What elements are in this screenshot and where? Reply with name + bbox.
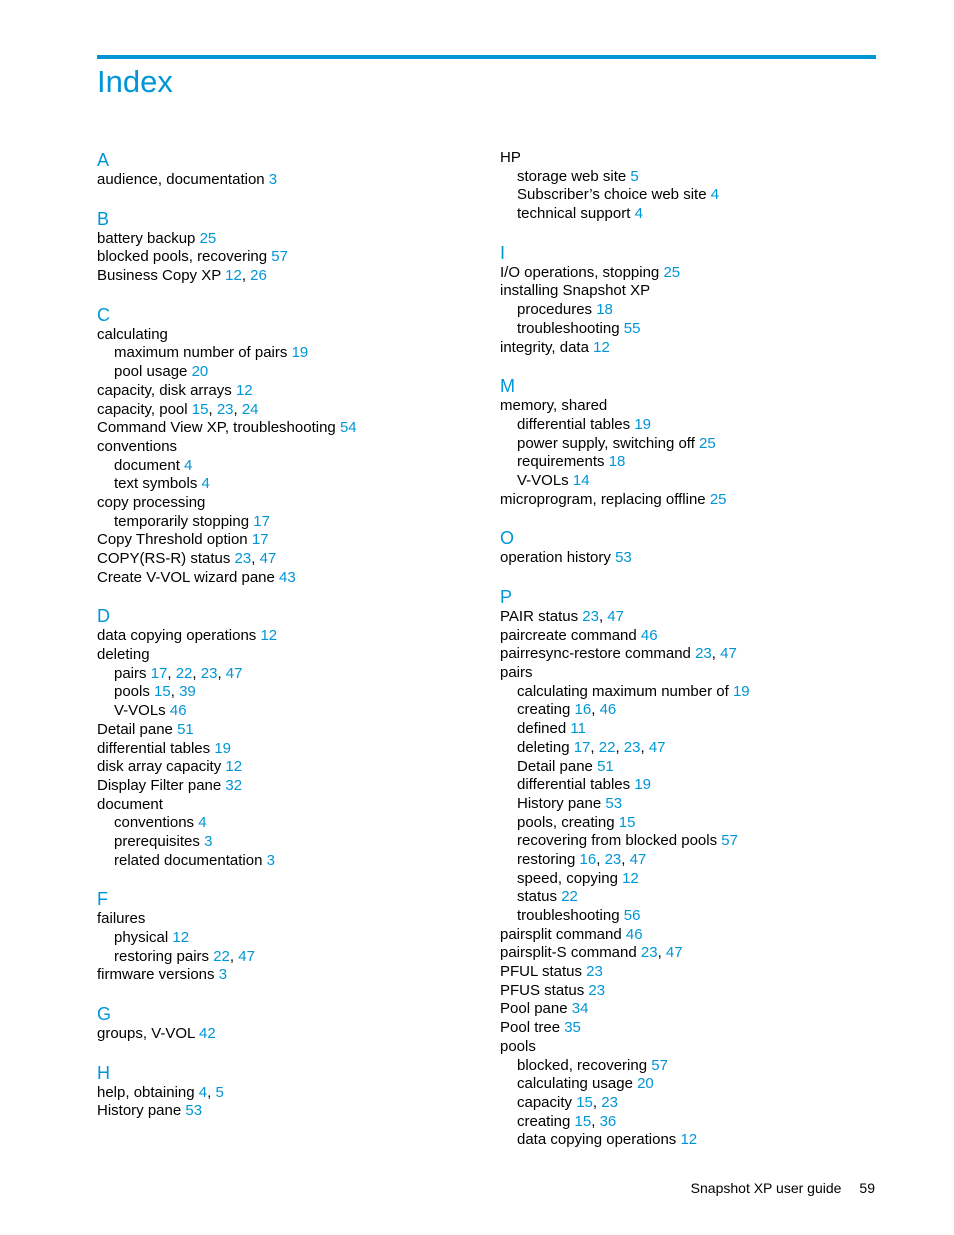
index-subentry — [97, 833, 477, 852]
page-link[interactable]: 46 — [625, 925, 643, 943]
page-link[interactable]: 23 — [601, 1093, 618, 1111]
entry-term: data copying operations — [517, 1131, 677, 1149]
index-entry — [500, 282, 880, 301]
entry-term: creating — [517, 1112, 571, 1130]
entry-term: status — [517, 888, 558, 906]
index-subentry — [500, 870, 880, 889]
page-link[interactable]: 23 — [234, 550, 252, 567]
index-subentry — [500, 320, 880, 339]
entry-term: installing Snapshot XP — [500, 282, 651, 300]
index-subentry — [97, 702, 477, 721]
index-section — [97, 1003, 477, 1044]
index-section — [97, 1062, 477, 1121]
index-section — [500, 375, 880, 509]
page-link[interactable]: 23 — [586, 963, 603, 981]
index-entry — [97, 531, 477, 550]
index-subentry: creating 16, 46 — [517, 701, 617, 719]
index-entry: pairresync-restore command 23, 47 — [500, 645, 737, 663]
entry-term: HP — [500, 149, 521, 166]
page-link[interactable]: 3 — [218, 966, 228, 984]
page-link[interactable]: 16 — [579, 850, 597, 868]
index-subentry — [500, 205, 880, 224]
index-entry — [500, 664, 880, 683]
page-link[interactable]: 19 — [291, 344, 309, 362]
footer-page-number: 59 — [859, 1180, 875, 1196]
index-entry — [97, 494, 477, 513]
page-link[interactable]: 42 — [199, 1025, 216, 1043]
page-link[interactable]: 17 — [573, 738, 591, 756]
entry-term: COPY(RS-R) status — [97, 550, 231, 567]
page-link[interactable]: 12 — [593, 338, 610, 356]
entry-term: storage web site — [517, 167, 627, 185]
entry-term: troubleshooting — [517, 319, 620, 337]
page-footer — [691, 1180, 875, 1196]
page-link[interactable]: 23 — [200, 664, 218, 682]
page-link[interactable]: 17 — [251, 531, 269, 549]
page-link[interactable]: 12 — [225, 758, 243, 776]
page-link[interactable]: 57 — [721, 832, 738, 850]
index-entry — [97, 438, 477, 457]
index-subentry — [500, 1057, 880, 1076]
page-link[interactable]: 15 — [191, 400, 209, 418]
entry-term: blocked, recovering — [517, 1056, 648, 1074]
page-link[interactable]: 23 — [640, 944, 658, 962]
index-section — [500, 149, 880, 224]
page-link[interactable]: 47 — [665, 944, 683, 962]
index-entry — [97, 721, 477, 740]
index-entry — [97, 627, 477, 646]
entry-term: data copying operations — [97, 627, 257, 645]
entry-term: differential tables — [97, 739, 211, 757]
index-subentry — [97, 457, 477, 476]
page-link[interactable]: 36 — [599, 1112, 617, 1130]
page-link[interactable]: 51 — [597, 757, 614, 775]
entry-term: pairs — [114, 664, 147, 682]
index-subentry — [500, 776, 880, 795]
entry-term: blocked pools, recovering — [97, 248, 268, 266]
entry-term: integrity, data — [500, 338, 589, 356]
page-link[interactable]: 4 — [198, 1083, 208, 1101]
page-link[interactable]: 11 — [570, 720, 586, 738]
index-subentry — [500, 168, 880, 187]
section-letter: D — [97, 606, 110, 627]
index-entry — [500, 149, 880, 168]
entry-term: PFUS status — [500, 981, 585, 999]
index-section — [500, 242, 880, 357]
entry-term: I/O operations, stopping — [500, 263, 660, 281]
index-entry — [97, 326, 477, 345]
page-link[interactable]: 19 — [214, 739, 231, 757]
page-link[interactable]: 25 — [663, 263, 681, 281]
page-link[interactable]: 22 — [175, 664, 193, 682]
index-entry: PAIR status 23, 47 — [500, 608, 624, 625]
index-subentry: pools 15, 39 — [114, 683, 196, 701]
page-link[interactable]: 46 — [640, 626, 658, 644]
entry-term: help, obtaining — [97, 1083, 195, 1101]
entry-term: Business Copy XP — [97, 267, 221, 285]
entry-term: prerequisites — [114, 832, 200, 850]
index-entry — [500, 627, 880, 646]
index-subentry — [500, 888, 880, 907]
page-link[interactable]: 15 — [574, 1112, 592, 1130]
page-link[interactable]: 3 — [204, 832, 213, 850]
index-section — [97, 304, 477, 588]
index-entry: Business Copy XP 12, 26 — [97, 267, 267, 285]
page-link[interactable]: 14 — [572, 471, 590, 489]
index-entry — [97, 740, 477, 759]
section-letter: F — [97, 889, 108, 910]
page-link[interactable]: 57 — [271, 248, 288, 266]
index-subentry — [500, 758, 880, 777]
index-subentry: pairs 17, 22, 23, 47 — [114, 664, 243, 682]
page-link[interactable]: 23 — [623, 738, 641, 756]
index-entry — [97, 569, 477, 588]
index-entry — [500, 549, 880, 568]
entry-term: recovering from blocked pools — [517, 832, 718, 850]
index-subentry — [97, 929, 477, 948]
page-link[interactable]: 18 — [608, 453, 626, 471]
entry-term: pools — [500, 1037, 536, 1055]
entry-term: requirements — [517, 453, 605, 471]
index-entry — [97, 966, 477, 985]
entry-term: creating — [517, 701, 571, 719]
entry-term: Pool pane — [500, 1000, 568, 1018]
entry-term: calculating maximum number of — [517, 682, 729, 700]
entry-term: pairsplit-S command — [500, 944, 637, 962]
page-link[interactable]: 4 — [710, 186, 720, 204]
page-link[interactable]: 43 — [279, 568, 296, 586]
page-link[interactable]: 47 — [238, 947, 255, 965]
entry-term: related documentation — [114, 851, 263, 869]
page-link[interactable]: 12 — [622, 869, 639, 887]
page-link[interactable]: 55 — [623, 319, 641, 337]
page-link[interactable]: 39 — [179, 683, 196, 701]
index-entry — [500, 1019, 880, 1038]
entry-term: groups, V-VOL — [97, 1025, 195, 1043]
page-link[interactable]: 12 — [260, 627, 278, 645]
section-letter: M — [500, 376, 515, 397]
entry-term: pairs — [500, 664, 533, 682]
page-link[interactable]: 17 — [253, 512, 270, 530]
section-letter: B — [97, 208, 110, 229]
page-link[interactable]: 53 — [615, 549, 632, 567]
entry-term: deleting — [97, 646, 150, 664]
index-subentry — [97, 363, 477, 382]
entry-term: capacity, disk arrays — [97, 381, 232, 399]
entry-term: physical — [114, 929, 169, 946]
index-subentry — [97, 475, 477, 494]
page-link[interactable]: 25 — [709, 490, 727, 508]
index-entry: COPY(RS-R) status 23, 47 — [97, 550, 277, 567]
index-subentry — [500, 472, 880, 491]
page-link[interactable]: 47 — [225, 664, 243, 682]
page-link[interactable]: 12 — [225, 267, 242, 285]
page-link[interactable]: 23 — [695, 645, 712, 663]
index-entry — [500, 1038, 880, 1057]
page-link[interactable]: 46 — [169, 702, 187, 720]
entry-term: copy processing — [97, 493, 206, 511]
index-subentry — [500, 907, 880, 926]
index-subentry — [97, 814, 477, 833]
page-link[interactable]: 22 — [213, 947, 230, 965]
entry-term: PAIR status — [500, 608, 579, 625]
page-link[interactable]: 19 — [732, 682, 750, 700]
page-link[interactable]: 17 — [150, 664, 168, 682]
section-letter: P — [500, 587, 513, 607]
page-link[interactable]: 23 — [216, 400, 234, 418]
page-link[interactable]: 47 — [629, 850, 647, 868]
index-entry — [500, 963, 880, 982]
entry-term: memory, shared — [500, 397, 608, 415]
index-entry — [500, 397, 880, 416]
index-subentry — [500, 795, 880, 814]
page-link[interactable]: 47 — [648, 738, 666, 756]
entry-term: operation history — [500, 549, 611, 567]
index-subentry — [500, 1131, 880, 1150]
index-entry: pairsplit-S command 23, 47 — [500, 944, 683, 962]
entry-term: procedures — [517, 301, 593, 319]
page-link[interactable]: 4 — [201, 475, 210, 493]
page-link[interactable]: 47 — [607, 608, 624, 625]
entry-term: failures — [97, 910, 146, 928]
index-subentry: capacity 15, 23 — [517, 1093, 618, 1111]
page-link[interactable]: 53 — [185, 1102, 203, 1120]
entry-term: Subscriber’s choice web site — [517, 186, 707, 204]
index-entry — [500, 264, 880, 283]
entry-term: microprogram, replacing offline — [500, 490, 706, 508]
entry-term: pairsplit command — [500, 925, 622, 943]
section-letter: O — [500, 528, 515, 549]
page-link[interactable]: 3 — [266, 851, 275, 869]
page-title: Index — [97, 64, 173, 99]
entry-term: maximum number of pairs — [114, 344, 288, 362]
page-link[interactable]: 12 — [172, 929, 190, 946]
index-entry — [500, 926, 880, 945]
index-entry — [97, 171, 477, 190]
index-entry — [97, 419, 477, 438]
entry-term: defined — [517, 720, 567, 738]
index-subentry — [500, 435, 880, 454]
section-letter: A — [97, 150, 110, 170]
index-entry — [500, 491, 880, 510]
page-link[interactable]: 32 — [225, 776, 243, 794]
entry-term: History pane — [97, 1102, 182, 1120]
page-link[interactable]: 51 — [177, 720, 194, 738]
entry-term: pools, creating — [517, 813, 615, 831]
section-letter: C — [97, 304, 110, 325]
page-link[interactable]: 47 — [720, 645, 737, 663]
page-link[interactable]: 20 — [637, 1075, 654, 1093]
entry-term: Pool tree — [500, 1019, 561, 1037]
page-link[interactable]: 22 — [598, 738, 616, 756]
entry-term: audience, documentation — [97, 171, 265, 188]
page-link[interactable]: 4 — [198, 814, 207, 832]
entry-term: restoring — [517, 850, 576, 868]
index-section — [97, 605, 477, 870]
index-subentry: restoring 16, 23, 47 — [517, 850, 647, 868]
entry-term: PFUL status — [500, 963, 582, 981]
entry-term: differential tables — [517, 776, 631, 794]
page-link[interactable]: 25 — [699, 434, 716, 452]
entry-term: disk array capacity — [97, 758, 222, 776]
index-subentry — [500, 186, 880, 205]
page-link[interactable]: 4 — [184, 456, 193, 474]
index-entry — [500, 982, 880, 1001]
index-subentry — [500, 416, 880, 435]
index-entry: help, obtaining 4, 5 — [97, 1083, 224, 1101]
entry-term: V-VOLs — [517, 471, 569, 489]
page-link[interactable]: 26 — [250, 267, 267, 285]
index-entry: capacity, pool 15, 23, 24 — [97, 400, 259, 418]
page-link[interactable]: 25 — [199, 229, 217, 247]
index-entry — [97, 1025, 477, 1044]
index-entry — [97, 910, 477, 929]
entry-term: troubleshooting — [517, 907, 620, 924]
page-link[interactable]: 54 — [339, 419, 357, 437]
index-entry — [97, 777, 477, 796]
entry-term: calculating usage — [517, 1075, 633, 1093]
index-entry — [97, 646, 477, 665]
entry-term: paircreate command — [500, 626, 637, 644]
index-section — [97, 149, 477, 190]
page-link[interactable]: 15 — [618, 813, 636, 831]
entry-term: Detail pane — [97, 720, 173, 738]
index-subentry — [500, 832, 880, 851]
page-link[interactable]: 5 — [630, 167, 639, 185]
entry-term: Display Filter pane — [97, 776, 222, 794]
index-subentry — [500, 301, 880, 320]
page-link[interactable]: 56 — [623, 907, 641, 924]
page-link[interactable]: 15 — [576, 1093, 593, 1111]
entry-term: differential tables — [517, 415, 631, 433]
page-link[interactable]: 19 — [634, 776, 651, 794]
page-link[interactable]: 53 — [605, 794, 623, 812]
index-entry — [97, 230, 477, 249]
page-link[interactable]: 5 — [215, 1083, 224, 1101]
entry-term: pool usage — [114, 363, 188, 381]
entry-term: V-VOLs — [114, 702, 166, 720]
page-link[interactable]: 23 — [588, 981, 606, 999]
page-link[interactable]: 20 — [191, 363, 209, 381]
index-section — [97, 208, 477, 286]
page-link[interactable]: 57 — [651, 1056, 668, 1074]
entry-term: History pane — [517, 794, 602, 812]
entry-term: capacity, pool — [97, 400, 188, 418]
index-subentry — [500, 814, 880, 833]
index-subentry — [500, 720, 880, 739]
index-subentry — [97, 852, 477, 871]
index-entry — [97, 796, 477, 815]
page-link[interactable]: 18 — [596, 301, 613, 319]
index-column-right — [500, 149, 880, 1150]
entry-term: Command View XP, troubleshooting — [97, 419, 336, 437]
index-section — [500, 527, 880, 568]
entry-term: deleting — [517, 738, 570, 756]
page-link[interactable]: 35 — [564, 1019, 581, 1037]
index-entry — [500, 1000, 880, 1019]
entry-term: firmware versions — [97, 966, 215, 984]
page-link[interactable]: 19 — [634, 415, 651, 433]
index-entry — [97, 1102, 477, 1121]
page-link[interactable]: 23 — [582, 608, 599, 625]
section-letter: H — [97, 1062, 110, 1083]
entry-term: text symbols — [114, 475, 198, 493]
page-link[interactable]: 22 — [561, 888, 578, 906]
index-subentry — [500, 683, 880, 702]
entry-term: Copy Threshold option — [97, 531, 248, 549]
page-link[interactable]: 24 — [241, 400, 259, 418]
entry-term: Detail pane — [517, 757, 593, 775]
index-column-left — [97, 149, 477, 1121]
index-section — [97, 888, 477, 985]
entry-term: power supply, switching off — [517, 434, 695, 452]
index-subentry: creating 15, 36 — [517, 1112, 617, 1130]
index-subentry: deleting 17, 22, 23, 47 — [517, 738, 666, 756]
index-entry — [97, 758, 477, 777]
section-letter: G — [97, 1004, 112, 1025]
entry-term: restoring pairs — [114, 947, 210, 965]
entry-term: capacity — [517, 1093, 573, 1111]
footer-doc-title: Snapshot XP user guide — [690, 1180, 842, 1196]
index-subentry — [500, 1075, 880, 1094]
entry-term: document — [114, 456, 180, 474]
index-entry — [97, 382, 477, 401]
index-section — [500, 586, 880, 1150]
page-link[interactable]: 34 — [571, 1000, 589, 1018]
index-entry — [97, 248, 477, 267]
page-link[interactable]: 4 — [634, 205, 643, 223]
entry-term: pools — [114, 683, 150, 701]
page-link[interactable]: 46 — [599, 701, 617, 719]
index-subentry: restoring pairs 22, 47 — [114, 947, 255, 965]
entry-term: Create V-VOL wizard pane — [97, 568, 275, 586]
entry-term: conventions — [97, 437, 178, 455]
section-letter: I — [500, 242, 506, 263]
page-link[interactable]: 12 — [235, 381, 253, 399]
page-link[interactable]: 12 — [680, 1131, 698, 1149]
entry-term: document — [97, 795, 163, 813]
index-subentry — [97, 344, 477, 363]
top-rule — [97, 55, 876, 59]
entry-term: pairresync-restore command — [500, 645, 691, 663]
page-link[interactable]: 47 — [259, 550, 277, 567]
page-link[interactable]: 15 — [154, 683, 171, 701]
entry-term: technical support — [517, 205, 631, 223]
index-entry — [500, 339, 880, 358]
index-subentry — [97, 513, 477, 532]
index-subentry — [500, 453, 880, 472]
entry-term: speed, copying — [517, 869, 618, 887]
entry-term: temporarily stopping — [114, 512, 250, 530]
page-link[interactable]: 16 — [574, 701, 592, 719]
page-link[interactable]: 23 — [604, 850, 622, 868]
entry-term: calculating — [97, 325, 168, 343]
entry-term: battery backup — [97, 229, 196, 247]
entry-term: conventions — [114, 814, 195, 832]
page-link[interactable]: 3 — [268, 171, 278, 188]
